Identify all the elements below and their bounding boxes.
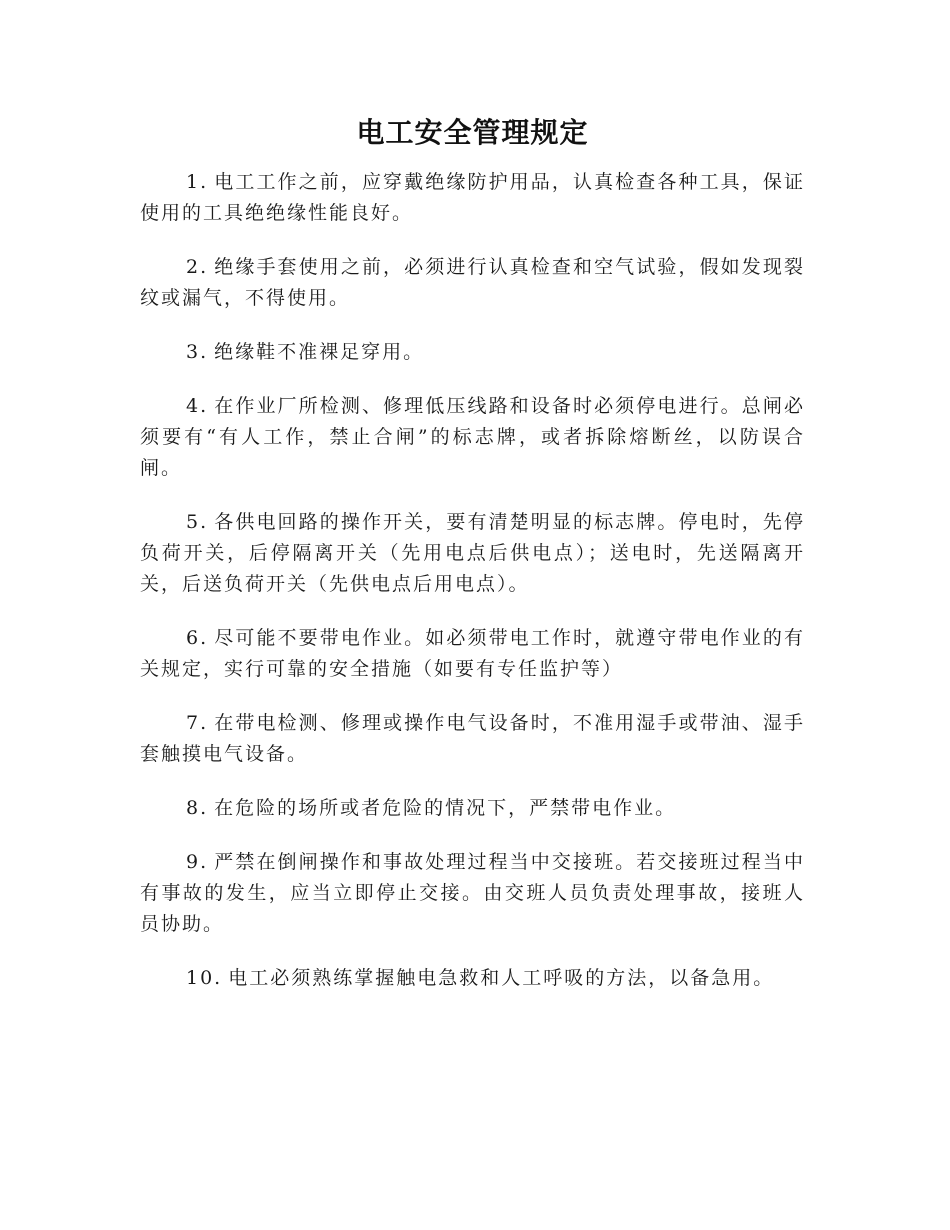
rule-item (140, 167, 805, 229)
rule-text: 绝缘手套使用之前，必须进行认真检查和空气试验，假如发现裂纹或漏气，不得使用。 (140, 256, 805, 309)
rule-number: 4. (186, 395, 209, 417)
rule-item (140, 337, 805, 368)
rule-text: 各供电回路的操作开关，要有清楚明显的标志牌。停电时，先停负荷开关，后停隔离开关（先用电点后供电点）；送电时，先送隔离开关，后送负荷开关（先供电点后用电点）。 (140, 511, 805, 595)
rule-text: 在危险的场所或者危险的情况下，严禁带电作业。 (214, 797, 677, 819)
rule-item (140, 793, 805, 824)
rule-number: 2. (186, 256, 209, 278)
rule-item (140, 963, 805, 994)
rule-text: 在带电检测、修理或操作电气设备时，不准用湿手或带油、湿手套触摸电气设备。 (140, 712, 805, 765)
rule-text: 电工必须熟练掌握触电急救和人工呼吸的方法，以备急用。 (228, 967, 775, 989)
rule-text: 绝缘鞋不准裸足穿用。 (214, 341, 425, 363)
rule-number: 7. (186, 712, 209, 734)
rule-number: 3. (186, 341, 209, 363)
rules-list (140, 167, 805, 994)
rule-item (140, 708, 805, 770)
rule-number: 9. (186, 851, 209, 873)
rule-item (140, 391, 805, 484)
rule-text: 在作业厂所检测、修理低压线路和设备时必须停电进行。总闸必须要有“有人工作，禁止合闸”的标志牌，或者拆除熔断丝，以防误合闸。 (140, 395, 805, 479)
rule-number: 8. (186, 797, 209, 819)
rule-text: 尽可能不要带电作业。如必须带电工作时，就遵守带电作业的有关规定，实行可靠的安全措施（如要有专任监护等） (140, 627, 805, 680)
rule-number: 5. (186, 511, 209, 533)
rule-number: 10. (186, 967, 223, 989)
rule-text: 电工工作之前，应穿戴绝缘防护用品，认真检查各种工具，保证使用的工具绝绝缘性能良好。 (140, 171, 805, 224)
rule-number: 6. (186, 627, 209, 649)
rule-item (140, 252, 805, 314)
rule-item (140, 623, 805, 685)
document-title: 电工安全管理规定 (356, 116, 589, 149)
rule-number: 1. (186, 171, 209, 193)
rule-item (140, 847, 805, 940)
rule-text: 严禁在倒闸操作和事故处理过程当中交接班。若交接班过程当中有事故的发生，应当立即停止交接。由交班人员负责处理事故，接班人员协助。 (140, 851, 805, 935)
rule-item (140, 507, 805, 600)
